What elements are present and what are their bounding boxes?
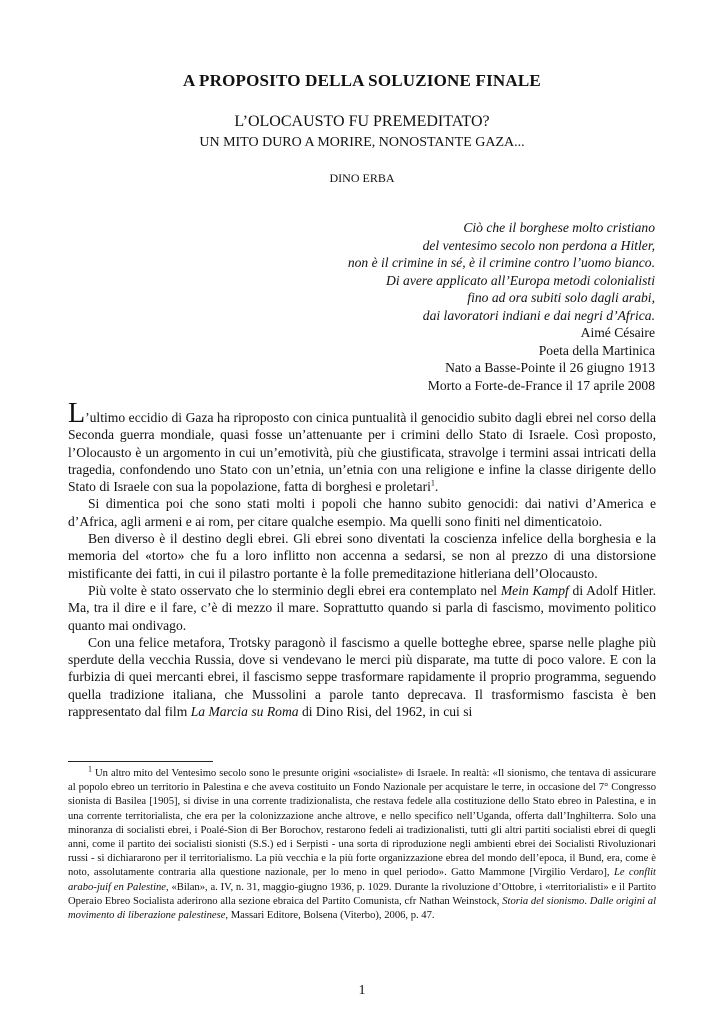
epigraph bbox=[195, 219, 655, 394]
epigraph-attribution: Aimé Césaire bbox=[580, 325, 655, 340]
article-title: A PROPOSITO DELLA SOLUZIONE FINALE bbox=[183, 71, 541, 90]
paragraph-text: Con una felice metafora, Trotsky paragonò il fascismo a quelle botteghe ebree, sparse nelle plaghe più sperdute della vecchia Russia, dove si vendevano le merci più disparate, ma tutte di poco valore. E con la furbizia di quei mercanti ebrei, il fascismo seppe trasformare rapidamente il proprio programma, seguendo quella tradizione italiana, che Mussolini a parole tanto deprecava. Il trasformismo fascista è ben rappresentato dal film bbox=[68, 634, 656, 720]
epigraph-line: fino ad ora subiti solo dagli arabi, bbox=[467, 290, 655, 305]
epigraph-attribution: Nato a Basse-Pointe il 26 giugno 1913 bbox=[445, 360, 655, 375]
paragraph-text: Più volte è stato osservato che lo sterminio degli ebrei era contemplato nel bbox=[88, 582, 501, 598]
footnote-separator bbox=[68, 761, 213, 762]
epigraph-line: non è il crimine in sé, è il crimine contro l’uomo bianco. bbox=[347, 255, 655, 270]
author-name: DINO ERBA bbox=[329, 171, 395, 185]
body-paragraph: Si dimentica poi che sono stati molti i popoli che hanno subito genocidi: dai nativi d’America e d’Africa, agli armeni e ai rom, per citare qualche esempio. Ma quelli sono finiti nel dimenticatoio. bbox=[68, 496, 656, 529]
footnote-ref[interactable]: 1 bbox=[430, 478, 435, 488]
epigraph-line: Ciò che il borghese molto cristiano bbox=[463, 220, 655, 235]
epigraph-line: Di avere applicato all’Europa metodi colonialisti bbox=[386, 272, 655, 288]
footnote bbox=[68, 764, 657, 923]
footnote-span: , Massari Editore, Bolsena (Viterbo), 2006, p. 47. bbox=[225, 910, 435, 922]
paragraph-text: ’ultimo eccidio di Gaza ha riproposto con cinica puntualità il genocidio subito dagli ebrei nel corso della Seconda guerra mondiale, quasi fosse un’attenuante per i crimini dello Stato di Israele. Così proposto, l’Olocausto è un argomento in cui un’emotività, più che giustificata, stravolge i termini assai intricati della tragedia, confondendo uno Stato con un’etnia, un’etnia con una religione e infine la classe dirigente dello Stato di Israele con sua la popolazione, fatta di borghesi e proletari bbox=[68, 410, 656, 495]
paragraph-text: di Dino Risi, del 1962, in cui si bbox=[298, 704, 473, 720]
drop-cap: L bbox=[68, 398, 86, 429]
film-title: La Marcia su Roma bbox=[190, 704, 299, 720]
footnote-text bbox=[68, 764, 657, 923]
footnote-span: Un altro mito del Ventesimo secolo sono le presunte origini «socialiste» di Israele. In realtà: «Il sionismo, che tentava di assicurare al popolo ebreo un territorio in Palestina e che aveva costituito un Fondo Nazionale per acquistare le terre, in occasione del 7° Congresso sionista di Basilea [1905], si divise in una corrente tradizionalista, che restava fedele alla costituzione dello Stato ebreo in Palestina, e in una corrente territorialista, che era per la colonizzazione anche altrove, e nello specifico nell’Uganda, offerta dall’Inghilterra. Solo una minoranza di socialisti ebrei, i Poalé-Sion di Ber Borochov, restarono fedeli ai tradizionalisti, tutti gli altri partiti socialisti ebrei di quegli anni, come il partito dei socialisti sionisti (S.S.) ed i Serpisti - una sorta di riproduzione negli ambienti ebrei dei Socialisti Rivoluzionari russi - si dichiararono per il territorialismo. La più vecchia e la più forte organizzazione ebrea del mondo dell’epoca, il Bund, era, come è noto, assolutamente contraria alla questione nazionale, per lo meno in quel periodo». Gatto Mammone [Virgilio Verdaro], bbox=[68, 768, 656, 879]
article-body bbox=[68, 398, 656, 720]
footnote-number: 1 bbox=[88, 764, 92, 774]
body-paragraph bbox=[68, 582, 656, 634]
body-paragraph: Ben diverso è il destino degli ebrei. Gli ebrei sono diventati la coscienza infelice della borghesia e la memoria del «torto» che fu a loro inflitto non accenna a sedarsi, se non al prezzo di una distorsione mistificante dei fatti, in cui il pilastro portante è la folle premeditazione hitleriana dell’Olocausto. bbox=[68, 531, 656, 581]
epigraph-attribution: Morto a Forte-de-France il 17 aprile 2008 bbox=[427, 377, 655, 393]
paragraph-text: di Adolf Hitler. Ma, tra il dire e il fare, c’è di mezzo il mare. Soprattutto quando si parla di fascismo, movimento politico quanto mai ondivago. bbox=[68, 582, 656, 633]
footnote-span: . bbox=[584, 895, 590, 907]
epigraph-attribution: Poeta della Martinica bbox=[538, 342, 655, 358]
footnote-title: Le conflit arabo-juif en Palestine bbox=[68, 867, 656, 893]
article-subtitle: L’OLOCAUSTO FU PREMEDITATO? bbox=[234, 113, 490, 130]
footnote-title: Storia del sionismo bbox=[502, 895, 585, 907]
footnote-title: Dalle origini al movimento di liberazione palestinese bbox=[68, 895, 657, 922]
article-subheading: UN MITO DURO A MORIRE, NONOSTANTE GAZA... bbox=[199, 135, 525, 150]
epigraph-line: dai lavoratori indiani e dai negri d’Africa. bbox=[422, 307, 655, 323]
body-paragraph bbox=[68, 634, 656, 720]
paragraph-text: . bbox=[434, 479, 439, 495]
body-paragraph bbox=[68, 398, 656, 495]
page-number: 1 bbox=[358, 983, 366, 998]
epigraph-line: del ventesimo secolo non perdona a Hitler, bbox=[422, 237, 655, 253]
footnote-span: , «Bilan», a. IV, n. 31, maggio-giugno 1936, p. 1029. Durante la rivoluzione d’Ottobre, i «territorialisti» e il Partito Operaio Ebreo Socialista aderirono alla sezione ebraica del Partito Comunista, cfr Nathan Weinstock, bbox=[68, 881, 656, 907]
book-title: Mein Kampf bbox=[500, 582, 569, 598]
